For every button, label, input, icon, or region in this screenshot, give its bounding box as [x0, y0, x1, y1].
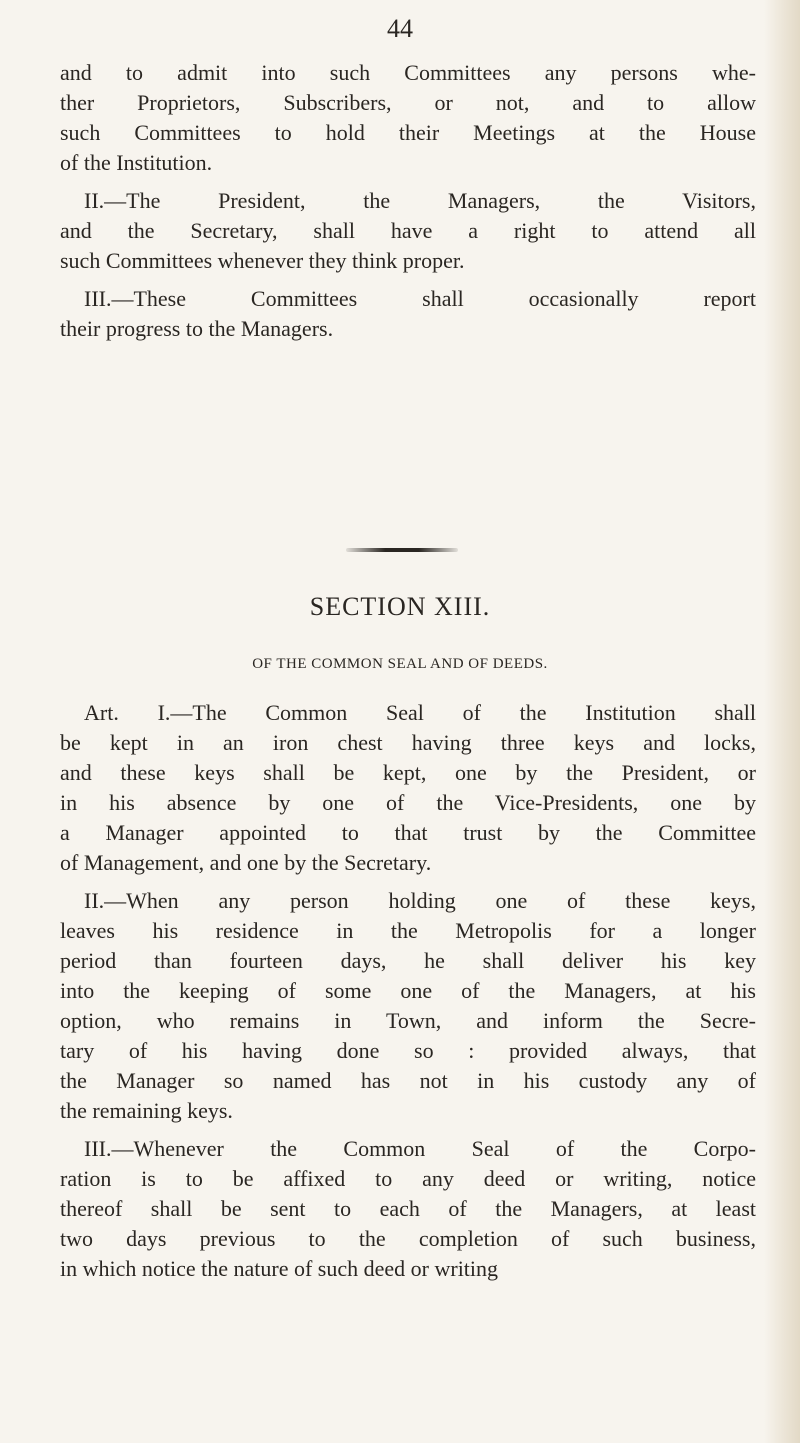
paragraph [60, 886, 756, 1126]
text-line: be kept in an iron chest having three keys and locks, [60, 730, 756, 755]
text-line: Art. I.—The Common Seal of the Institution shall [84, 700, 756, 725]
text-line: tary of his having done so : provided always, that [60, 1038, 756, 1063]
text-line: II.—When any person holding one of these keys, [84, 888, 756, 913]
section-text-block [60, 698, 756, 1292]
paragraph [60, 698, 756, 878]
section-divider-rule [346, 548, 458, 552]
text-line: of Management, and one by the Secretary. [60, 850, 432, 875]
section-subheading: OF THE COMMON SEAL AND OF DEEDS. [252, 656, 548, 672]
text-line: III.—These Committees shall occasionally report [84, 286, 756, 311]
text-line: option, who remains in Town, and inform the Secre- [60, 1008, 756, 1033]
text-line: in which notice the nature of such deed or writing [60, 1256, 499, 1281]
text-line: the Manager so named has not in his custody any of [60, 1068, 756, 1093]
paragraph [60, 186, 756, 276]
text-line: period than fourteen days, he shall deliver his key [60, 948, 756, 973]
page-edge-shadow [764, 0, 800, 1443]
text-line: their progress to the Managers. [60, 316, 334, 341]
text-line: the remaining keys. [60, 1098, 233, 1123]
text-line: ther Proprietors, Subscribers, or not, and to allow [60, 90, 756, 115]
text-line: such Committees whenever they think proper. [60, 248, 465, 273]
text-line: and the Secretary, shall have a right to attend all [60, 218, 756, 243]
text-line: into the keeping of some one of the Managers, at his [60, 978, 756, 1003]
text-line: two days previous to the completion of such business, [60, 1226, 756, 1251]
page-number: 44 [387, 14, 413, 43]
text-line: leaves his residence in the Metropolis for a longer [60, 918, 756, 943]
paragraph [60, 1134, 756, 1284]
text-line: in his absence by one of the Vice-Presidents, one by [60, 790, 756, 815]
section-heading: SECTION XIII. [309, 592, 491, 621]
intro-text-block [60, 58, 756, 352]
paragraph [60, 58, 756, 178]
text-line: a Manager appointed to that trust by the Committee [60, 820, 756, 845]
text-line: thereof shall be sent to each of the Managers, at least [60, 1196, 756, 1221]
text-line: of the Institution. [60, 150, 213, 175]
text-line: III.—Whenever the Common Seal of the Corpo- [84, 1136, 756, 1161]
text-line: II.—The President, the Managers, the Visitors, [84, 188, 756, 213]
text-line: and to admit into such Committees any persons whe- [60, 60, 756, 85]
text-line: and these keys shall be kept, one by the President, or [60, 760, 756, 785]
text-line: such Committees to hold their Meetings at the House [60, 120, 756, 145]
text-line: ration is to be affixed to any deed or writing, notice [60, 1166, 756, 1191]
paragraph [60, 284, 756, 344]
